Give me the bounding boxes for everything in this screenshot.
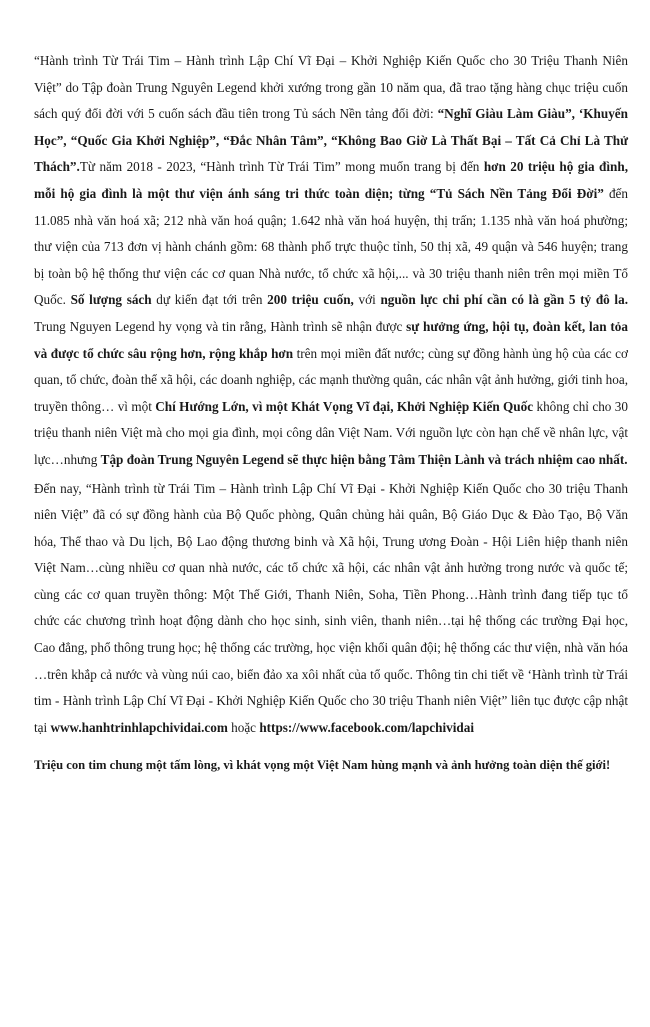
bold-run: Chí Hướng Lớn, vì một Khát Vọng Vĩ đại, Khởi Nghiệp Kiến Quốc [155,398,534,414]
text-run: đến 11.085 nhà văn hoá xã; 212 nhà văn hoá quận; 1.642 nhà văn hoá huyện, thị trấn; 1.135 nhà văn hoá phường; thư viện của 713 đơn vị hành chánh gồm: 68 thành phố trực thuộc tỉnh, 50 thị xã, 49 quận và 546 huyện; trang bị toàn bộ hệ thống thư viện các cơ quan Nhà nước, tổ chức xã hội,... và 30 triệu thanh niên trên mọi miền Tổ Quốc. [34,185,628,308]
text-run: Đến nay, “Hành trình từ Trái Tim – Hành trình Lập Chí Vĩ Đại - Khởi Nghiệp Kiến Quốc cho 30 triệu Thanh niên Việt” đã có sự đồng hành của Bộ Quốc phòng, Quân chủng hải quân, Bộ Giáo Dục & Đào Tạo, Bộ Văn hóa, Thể thao và Du lịch, Bộ Lao động thương binh và Xã hội, Trung ương Đoàn - Hội Liên hiệp thanh niên Việt Nam…cùng nhiều cơ quan nhà nước, các tổ chức xã hội, các nhân vật ảnh hưởng trong nước và quốc tế; cùng các cơ quan truyền thông: Một Thế Giới, Thanh Niên, Soha, Tiền Phong…Hành trình đang tiếp tục tổ chức các chương trình hoạt động dành cho học sinh, sinh viên, thanh niên…tại hệ thống các trường Đại học, Cao đẳng, phổ thông trung học; hệ thống các trường, học viện khối quân đội; hệ thống các thư viện, nhà văn hóa …trên khắp cả nước và vùng núi cao, biển đảo xa xôi nhất của tổ quốc. Thông tin chi tiết về ‘Hành trình từ Trái tim - Hành trình Lập Chí Vĩ Đại - Khởi Nghiệp Kiến Quốc cho 30 triệu Thanh niên Việt” liên tục được cập nhật tại [34,480,628,735]
text-run: với [353,292,381,308]
facebook-link[interactable]: https://www.facebook.com/lapchividai [259,719,475,735]
text-run: Trung Nguyen Legend hy vọng và tin rằng, Hành trình sẽ nhận được [34,318,407,334]
bold-run: Tập đoàn Trung Nguyên Legend sẽ thực hiện bằng Tâm Thiện Lành và trách nhiệm cao nhất. [100,451,628,467]
text-run: “Hành trình Từ Trái Tim – Hành trình Lập Chí Vĩ Đại – Khởi Nghiệp Kiến Quốc cho 30 Triệu Thanh Niên Việt” do Tập đoàn Trung Nguyên Legend khởi xướng trong gần 10 năm qua, đã trao tặng hàng chục triệu cuốn sách quý đổi đời với 5 cuốn sách đầu tiên trong Tủ sách Nền tảng đổi đời: [34,53,628,122]
bold-run: 200 triệu cuốn, [267,292,354,308]
bold-run: Số lượng sách [70,292,152,308]
bold-run: nguồn lực chi phí cần có là gần 5 tỷ đô la. [380,292,628,308]
website-link[interactable]: www.hanhtrinhlapchividai.com [50,719,228,735]
closing-slogan: Triệu con tim chung một tấm lòng, vì khát vọng một Việt Nam hùng mạnh và ảnh hưởng toàn diện thế giới! [34,758,611,773]
bold-run: sự hưởng ứng, hội tụ, đoàn kết, lan tỏa và được tổ chức sâu rộng hơn, rộng khắp hơn [34,318,628,361]
bold-run: hơn 20 triệu hộ gia đình, mỗi hộ gia đình là một thư viện ánh sáng tri thức toàn diện; từng “Tủ Sách Nền Tảng Đổi Đời” [34,159,628,201]
text-run: trên mọi miền đất nước; cùng sự đồng hành ủng hộ của các cơ quan, tổ chức, đoàn thể xã hội, các doanh nghiệp, các mạnh thường quân, các nhân vật ảnh hưởng, giới tinh hoa, truyền thông… vì một [34,345,628,414]
text-run: không chỉ cho 30 triệu thanh niên Việt mà cho mọi gia đình, mọi công dân Việt Nam. Với nguồn lực còn hạn chế về nhân lực, vật lực…nhưng [34,398,628,467]
bold-run: “Nghĩ Giàu Làm Giàu”, ‘Khuyến Học”, “Quốc Gia Khởi Nghiệp”, “Đắc Nhân Tâm”, “Không Bao Giờ Là Thất Bại – Tất Cả Chỉ Là Thử Thách”. [34,106,628,175]
text-run: Từ năm 2018 - 2023, “Hành trình Từ Trái Tim” mong muốn trang bị đến [79,159,484,175]
text-run: dự kiến đạt tới trên [151,292,268,308]
paragraph-partners [34,476,628,742]
paragraph-hanh-trinh-intro [34,48,628,474]
text-run: hoặc [227,719,260,735]
